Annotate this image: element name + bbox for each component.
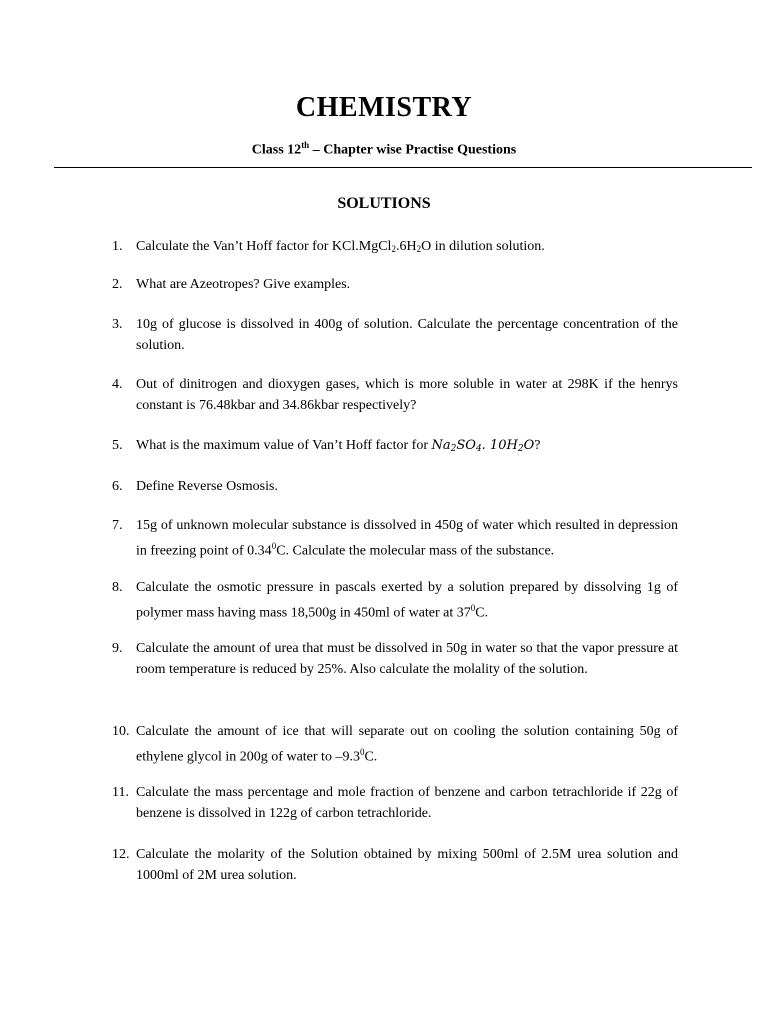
question-item: 2. What are Azeotropes? Give examples.	[112, 277, 351, 292]
question-item: 9. Calculate the amount of urea that must be dissolved in 50g in water so that the vapor pressure at room temperature is reduced by 25%. Also calculate the molality of the solution.	[112, 641, 678, 677]
question-item: 7. 15g of unknown molecular substance is dissolved in 450g of water which resulted in depression in freezing point of 0.34$^0$C. Calculate the molecular mass of the substance.	[112, 518, 678, 559]
document-subtitle: Class 12th – Chapter wise Practise Questions	[251, 140, 517, 158]
question-item: 6. Define Reverse Osmosis.	[112, 479, 278, 494]
section-title: SOLUTIONS	[337, 195, 431, 212]
document-title: CHEMISTRY	[295, 92, 473, 123]
question-item: 4. Out of dinitrogen and dioxygen gases, which is more soluble in water at 298K if the henrys constant is 76.48kbar and 34.86kbar respectively?	[112, 377, 678, 413]
question-item: 10. Calculate the amount of ice that will separate out on cooling the solution containing 50g of ethylene glycol in 200g of water to $-9.3^0C$.	[112, 724, 678, 765]
question-item: 5. What is the maximum value of Van’t Hoff factor for $Na_2SO_4$. $10H_2O$?	[112, 438, 541, 454]
question-item: 11. Calculate the mass percentage and mole fraction of benzene and carbon tetrachloride if 22g of benzene is dissolved in 122g of carbon tetrachloride.	[112, 785, 678, 821]
question-item: 8. Calculate the osmotic pressure in pascals exerted by a solution prepared by dissolving 1g of polymer mass having mass 18,500g in 450ml of water at $37^0C$.	[112, 580, 678, 621]
question-item: 1. Calculate the Van’t Hoff factor for $KCl.MgCl_2.6H_2O$ in dilution solution.	[112, 239, 545, 254]
header-divider	[54, 167, 752, 168]
question-item: 3. 10g of glucose is dissolved in 400g of solution. Calculate the percentage concentration of the solution.	[112, 317, 678, 353]
question-item: 12. Calculate the molarity of the Solution obtained by mixing 500ml of 2.5M urea solution and 1000ml of 2M urea solution.	[112, 847, 678, 883]
